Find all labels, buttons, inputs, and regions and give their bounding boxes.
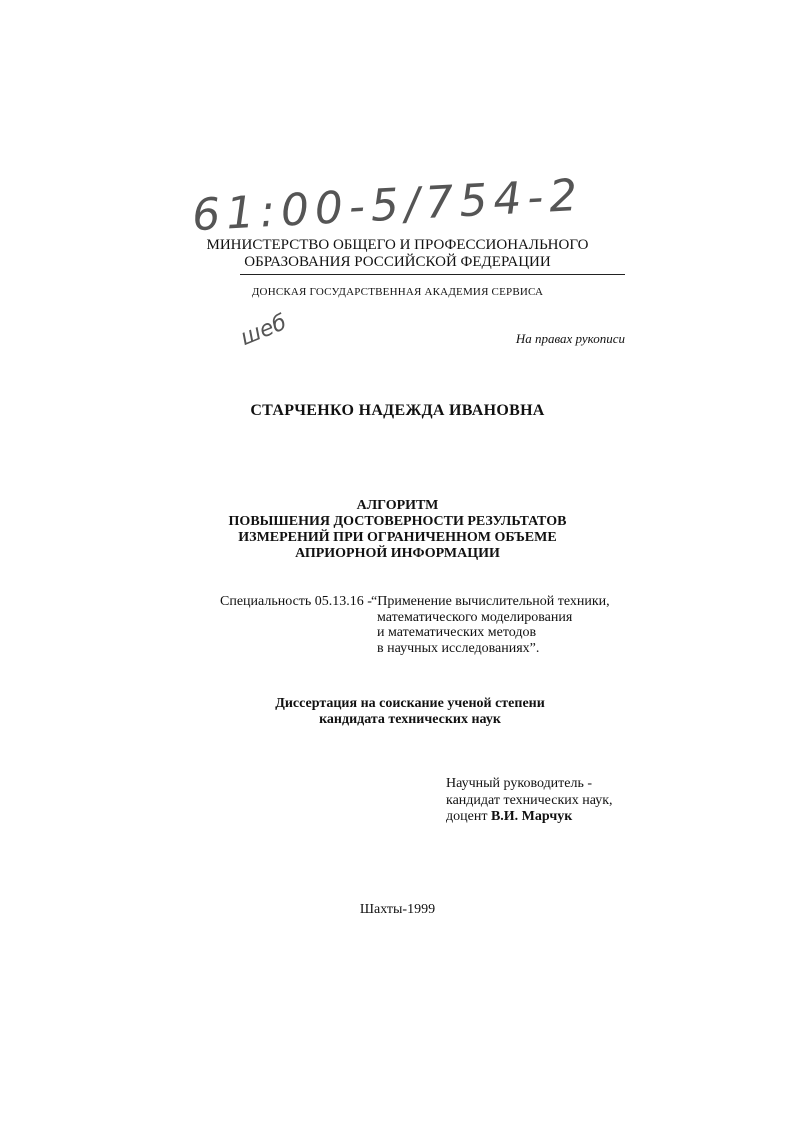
supervisor-name: В.И. Марчук (490, 809, 573, 824)
title-line-3: ИЗМЕРЕНИЙ ПРИ ОГРАНИЧЕННОМ ОБЪЕМЕ (238, 530, 557, 545)
place-and-year: Шахты-1999 (359, 902, 436, 917)
specialty-line-1: “Применение вычислительной техники, (371, 594, 610, 609)
title-line-4: АПРИОРНОЙ ИНФОРМАЦИИ (295, 546, 500, 561)
specialty-line-3: и математических методов (377, 625, 537, 640)
rights-note: На правах рукописи (515, 331, 625, 346)
supervisor-line-2: кандидат технических наук, (446, 792, 613, 808)
specialty-label: Специальность 05.13.16 - (220, 594, 372, 609)
title-line-2: ПОВЫШЕНИЯ ДОСТОВЕРНОСТИ РЕЗУЛЬТАТОВ (228, 514, 567, 529)
header-divider (240, 274, 625, 275)
specialty-description (371, 594, 610, 656)
supervisor-line-1: Научный руководитель - (446, 776, 593, 791)
handwritten-signature: шеб (237, 310, 291, 351)
author-name: СТАРЧЕНКО НАДЕЖДА ИВАНОВНА (250, 402, 545, 419)
supervisor-line-3 (446, 809, 613, 826)
title-line-1: АЛГОРИТМ (356, 498, 439, 513)
ministry-line-2: ОБРАЗОВАНИЯ РОССИЙСКОЙ ФЕДЕРАЦИИ (244, 254, 551, 270)
specialty-line-2: математического моделирования (377, 609, 573, 625)
academy-name: ДОНСКАЯ ГОСУДАРСТВЕННАЯ АКАДЕМИЯ СЕРВИСА (251, 286, 544, 298)
supervisor-rank: доцент (446, 809, 491, 824)
supervisor-block (446, 776, 613, 826)
dissertation-title (0, 498, 795, 562)
specialty-line-4: в научных исследованиях”. (377, 640, 540, 656)
degree-statement (240, 696, 580, 728)
degree-line-1: Диссертация на соискание ученой степени (275, 696, 545, 711)
ministry-header (0, 237, 795, 271)
handwritten-archive-code: 61:00-5/754-2 (190, 169, 585, 242)
degree-line-2: кандидата технических наук (319, 712, 501, 727)
ministry-line-1: МИНИСТЕРСТВО ОБЩЕГО И ПРОФЕССИОНАЛЬНОГО (206, 237, 589, 253)
